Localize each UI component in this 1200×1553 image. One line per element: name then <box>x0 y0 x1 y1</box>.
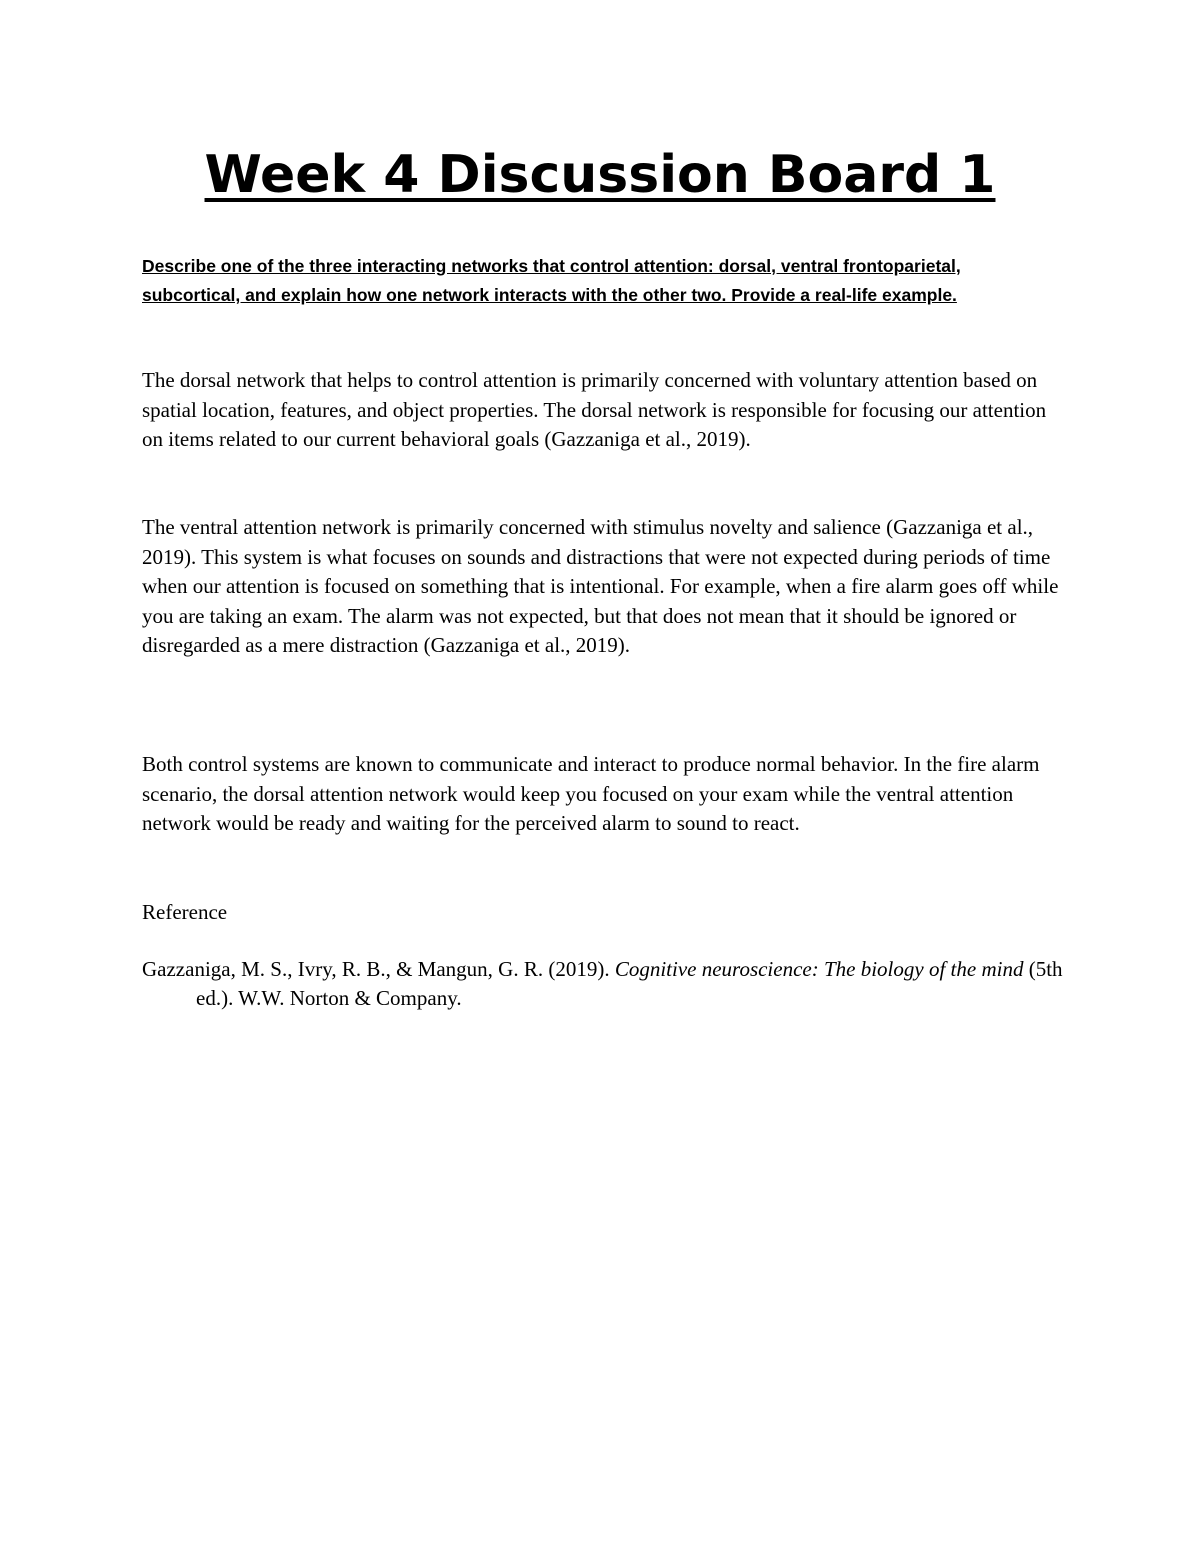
reference-heading: Reference <box>142 900 228 924</box>
paragraph-interaction: Both control systems are known to communicate and interact to produce normal behavior. In the fire alarm scenario, the dorsal attention network would keep you focused on your exam while the ventral attention network would be ready and waiting for the perceived alarm to sound to react. <box>142 752 1040 835</box>
citation-details: (5th ed.). W.W. Norton & Company. <box>196 957 1063 1010</box>
citation-authors: Gazzaniga, M. S., Ivry, R. B., & Mangun, G. R. (2019). <box>142 957 615 981</box>
discussion-prompt: Describe one of the three interacting networks that control attention: dorsal, ventral frontoparietal, subcortical, and explain how one network interacts with the other two. Provide a real-life example. <box>142 256 961 305</box>
citation-book-title: Cognitive neuroscience: The biology of the mind <box>614 957 1024 981</box>
reference-citation <box>142 955 1072 1013</box>
paragraph-dorsal-network: The dorsal network that helps to control attention is primarily concerned with voluntary attention based on spatial location, features, and object properties. The dorsal network is responsible for focusing our attention on items related to our current behavioral goals (Gazzaniga et al., 2019). <box>142 368 1047 451</box>
document-title <box>0 140 1200 210</box>
paragraph-ventral-network: The ventral attention network is primarily concerned with stimulus novelty and salience (Gazzaniga et al., 2019). This system is what focuses on sounds and distractions that were not expected during periods of time when our attention is focused on something that is intentional. For example, when a fire alarm goes off while you are taking an exam. The alarm was not expected, but that does not mean that it should be ignored or disregarded as a mere distraction (Gazzaniga et al., 2019). <box>142 515 1059 657</box>
document-title-text: Week 4 Discussion Board 1 <box>204 145 996 205</box>
